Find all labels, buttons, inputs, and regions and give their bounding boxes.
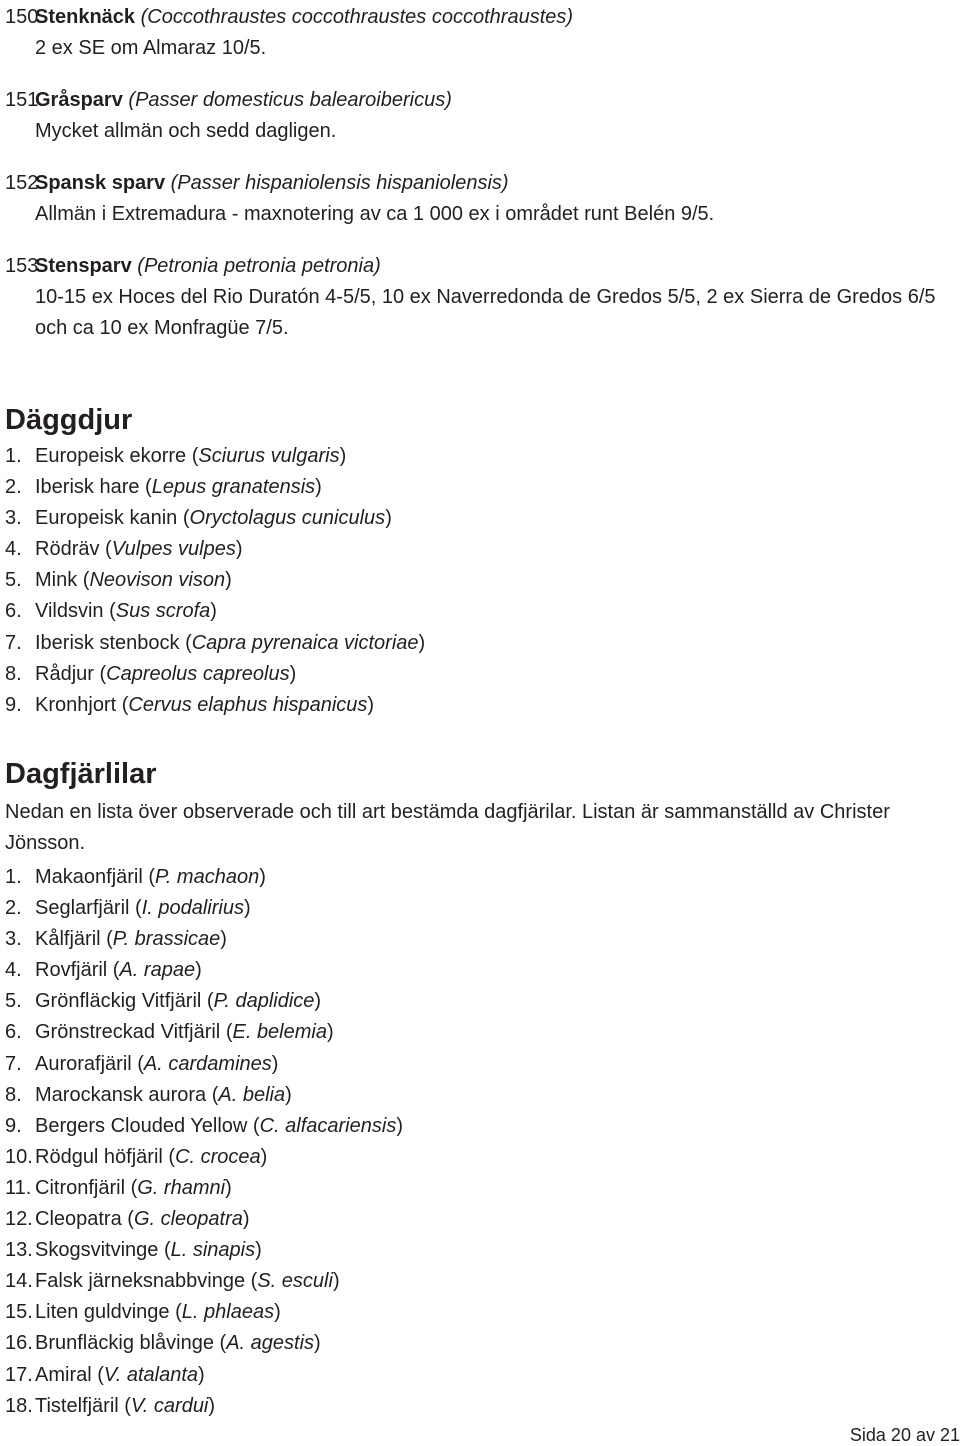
section-intro: Nedan en lista över observerade och till art bestämda dagfjärilar. Listan är sammanställd av Christer Jönsson.: [5, 801, 890, 854]
bird-note: 10-15 ex Hoces del Rio Duratón 4-5/5, 10 ex Naverredonda de Gredos 5/5, 2 ex Sierra de Gredos 6/5 och ca 10 ex Monfragüe 7/5.: [35, 286, 936, 339]
page-number: Sida 20 av 21: [849, 1425, 960, 1445]
list-item: 8. Marockansk aurora (A. belia): [5, 1083, 292, 1106]
mammals-section: [5, 403, 945, 721]
list-item: 1. Makaonfjäril (P. machaon): [5, 866, 266, 888]
list-item: 14. Falsk järneksnabbvinge (S. esculi): [5, 1270, 340, 1293]
bird-note: Allmän i Extremadura - maxnotering av ca 1 000 ex i området runt Belén 9/5.: [35, 203, 715, 225]
bird-number: 153.: [5, 255, 44, 277]
list-item: 6. Vildsvin (Sus scrofa): [5, 600, 217, 623]
bird-number: 151.: [5, 89, 44, 111]
bird-entry: [5, 168, 945, 230]
bird-name: Gråsparv: [35, 89, 123, 111]
bird-entry: [5, 251, 945, 344]
list-item: 17. Amiral (V. atalanta): [5, 1363, 205, 1386]
list-item: 2. Seglarfjäril (I. podalirius): [5, 897, 251, 920]
butterfly-list: [5, 862, 945, 1422]
list-item: 4. Rovfjäril (A. rapae): [5, 959, 202, 982]
bird-number: 150.: [5, 6, 44, 28]
list-item: 11. Citronfjäril (G. rhamni): [5, 1176, 232, 1199]
bird-scientific-name: (Passer hispaniolensis hispaniolensis): [170, 172, 509, 194]
bird-list: [5, 2, 945, 365]
list-item: 16. Brunfläckig blåvinge (A. agestis): [5, 1332, 321, 1355]
list-item: 13. Skogsvitvinge (L. sinapis): [5, 1239, 262, 1262]
list-item: 2. Iberisk hare (Lepus granatensis): [5, 476, 322, 499]
list-item: 5. Grönfläckig Vitfjäril (P. daplidice): [5, 990, 322, 1013]
bird-entry: [5, 2, 945, 64]
list-item: 12. Cleopatra (G. cleopatra): [5, 1208, 250, 1231]
list-item: 1. Europeisk ekorre (Sciurus vulgaris): [5, 445, 347, 467]
list-item: 5. Mink (Neovison vison): [5, 569, 232, 592]
bird-name: Stenknäck: [35, 6, 136, 28]
list-item: 3. Europeisk kanin (Oryctolagus cuniculus): [5, 507, 392, 530]
list-item: 15. Liten guldvinge (L. phlaeas): [5, 1301, 281, 1324]
section-heading: Dagfjärlilar: [5, 758, 157, 790]
list-item: 10. Rödgul höfjäril (C. crocea): [5, 1145, 268, 1168]
section-heading: Däggdjur: [5, 404, 133, 436]
list-item: 3. Kålfjäril (P. brassicae): [5, 928, 227, 951]
bird-note: Mycket allmän och sedd dagligen.: [35, 120, 337, 142]
bird-scientific-name: (Passer domesticus balearoibericus): [128, 89, 452, 111]
list-item: 4. Rödräv (Vulpes vulpes): [5, 538, 243, 561]
bird-name: Stensparv: [35, 255, 132, 277]
bird-note: 2 ex SE om Almaraz 10/5.: [35, 37, 267, 59]
bird-name: Spansk sparv: [35, 172, 166, 194]
bird-scientific-name: (Petronia petronia petronia): [137, 255, 381, 277]
bird-number: 152.: [5, 172, 44, 194]
bird-entry: [5, 85, 945, 147]
list-item: 7. Iberisk stenbock (Capra pyrenaica victoriae): [5, 631, 426, 654]
butterflies-section: [5, 757, 945, 1422]
list-item: 7. Aurorafjäril (A. cardamines): [5, 1052, 279, 1075]
list-item: 18. Tistelfjäril (V. cardui): [5, 1394, 216, 1417]
mammal-list: [5, 441, 945, 721]
list-item: 9. Kronhjort (Cervus elaphus hispanicus): [5, 693, 375, 716]
list-item: 8. Rådjur (Capreolus capreolus): [5, 662, 297, 685]
bird-scientific-name: (Coccothraustes coccothraustes coccothraustes): [140, 6, 574, 28]
list-item: 6. Grönstreckad Vitfjäril (E. belemia): [5, 1021, 334, 1044]
list-item: 9. Bergers Clouded Yellow (C. alfacariensis): [5, 1114, 403, 1137]
